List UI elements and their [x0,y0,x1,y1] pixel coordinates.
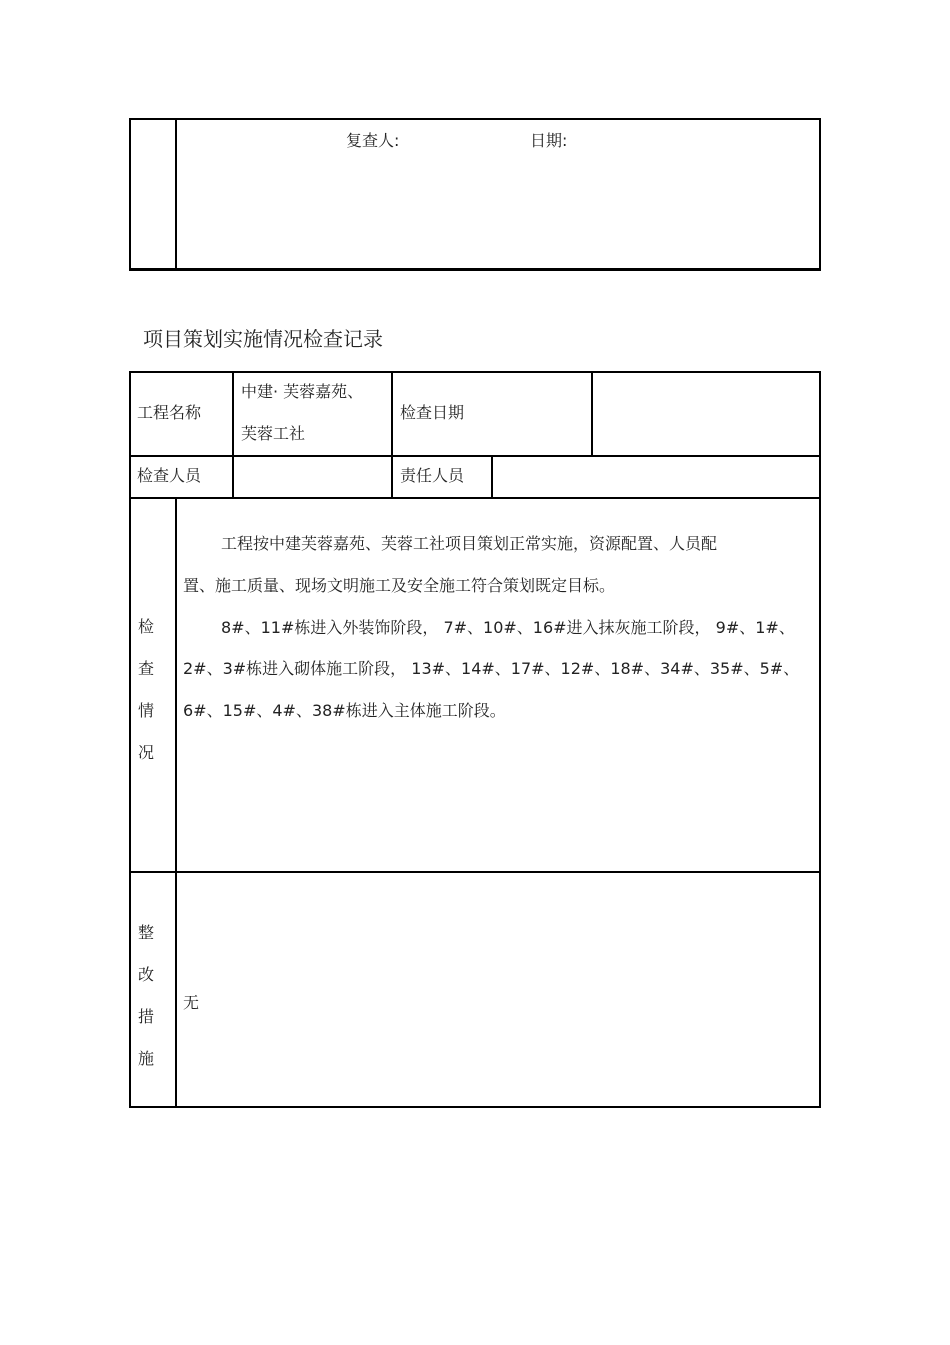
project-name-label: 工程名称 [137,403,202,422]
project-name-value-line2: 芙蓉工社 [241,424,306,443]
col-divider [391,371,393,498]
inspection-label-char: 情 [138,701,155,720]
responsible-label: 责任人员 [400,466,465,485]
review-table-divider [175,118,177,271]
inspection-label-char: 况 [138,743,155,762]
inspector-label: 检查人员 [137,466,202,485]
inspection-label-char: 检 [138,617,155,636]
inspection-text-line: 2#、3#栋进入砌体施工阶段， 13#、14#、17#、12#、18#、34#、35#、5#、 [183,659,800,678]
page-title: 项目策划实施情况检查记录 [143,327,383,351]
col-divider [232,371,234,498]
inspection-text-line: 6#、15#、4#、38#栋进入主体施工阶段。 [183,701,506,720]
project-name-value-line1: 中建· 芙蓉嘉苑、 [241,382,364,401]
inspection-label-char: 查 [138,659,155,678]
rectification-label-char: 整 [138,923,155,942]
inspection-text-line: 工程按中建芙蓉嘉苑、芙蓉工社项目策划正常实施，资源配置、人员配 [221,534,718,553]
review-table [129,118,821,271]
rectification-value: 无 [183,993,200,1012]
inspection-text-line: 8#、11#栋进入外装饰阶段， 7#、10#、16#进入抹灰施工阶段， 9#、1#、 [221,618,795,637]
reviewer-label: 复查人: [346,131,400,150]
col-divider [491,455,493,498]
col-divider [175,497,177,1108]
inspection-text-line: 置、施工质量、现场文明施工及安全施工符合策划既定目标。 [183,576,616,595]
review-date-label: 日期: [530,131,568,150]
check-date-label: 检查日期 [400,403,465,422]
row-divider [129,871,821,873]
rectification-label-char: 措 [138,1007,155,1026]
col-divider [591,371,593,456]
rectification-label-char: 施 [138,1049,155,1068]
rectification-label-char: 改 [138,965,155,984]
